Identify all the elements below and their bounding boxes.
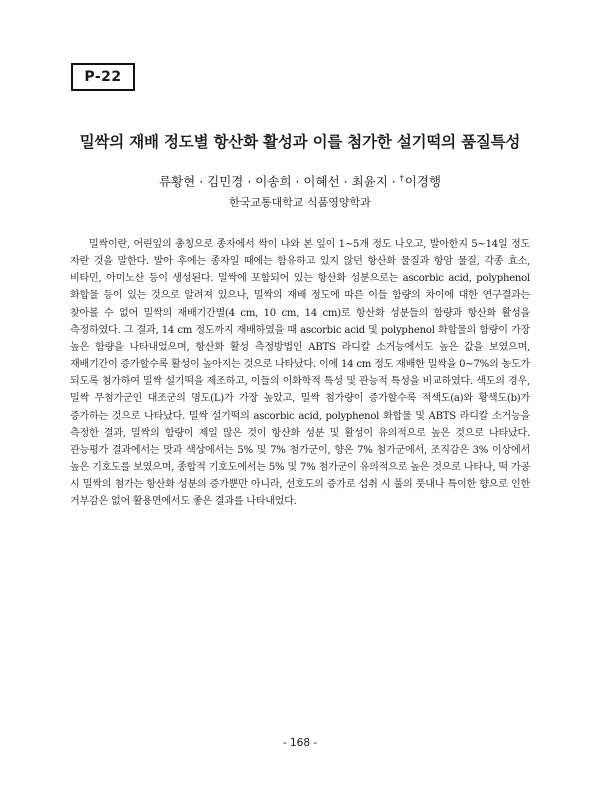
poster-code-box bbox=[71, 63, 135, 91]
authors-main: 류황현 · 김민경 · 이송희 · 이혜선 · 최윤지 · bbox=[159, 174, 396, 189]
poster-code: P-22 bbox=[84, 69, 122, 85]
abstract-body: 밀싹이란, 어린잎의 총칭으로 종자에서 싹이 나와 본 잎이 1~5개 정도 나오고, 발아한지 5~14일 정도 자란 것을 말한다. 발아 후에는 종자일 때에는 함유하고 있지 않던 항산화 물질과 항암 물질, 각종 효소, 비타민, 아미노산 등이 생성된다. 밀싹에 포함되어 있는 항산화 성분으로는 ascorbic acid, polyphenol 화합물 등이 있는 것으로 알려져 있으나, 밀싹의 재배 정도에 따른 이들 함량의 차이에 대한 연구결과는 찾아볼 수 없어 밀싹의 재배기간별(4 cm, 10 cm, 14 cm)로 항산화 성분들의 함량과 항산화 활성을 측정하였다. 그 결과, 14 cm 정도까지 재배하였을 때 ascorbic acid 및 polyphenol 화합물의 함량이 가장 높은 함량을 나타내었으며, 항산화 활성 측정방법인 ABTS 라디칼 소거능에서도 높은 값을 보였으며, 재배기간이 증가할수록 활성이 높아지는 것으로 나타났다. 이에 14 cm 정도 재배한 밀싹을 0~7%의 농도가 되도록 첨가하여 밀싹 설기떡을 제조하고, 이들의 이화학적 특성 및 관능적 특성을 비교하였다. 색도의 경우, 밀싹 무첨가군인 대조군의 명도(L)가 가장 높았고, 밀싹 첨가량이 증가할수록 적색도(a)와 황색도(b)가 증가하는 것으로 나타났다. 밀싹 설기떡의 ascorbic acid, polyphenol 화합물 및 ABTS 라디칼 소거능을 측정한 결과, 밀싹의 함량이 제일 많은 것이 항산화 성분 및 활성이 유의적으로 높은 것으로 나타났다. 관능평가 결과에서는 맛과 색상에서는 5% 및 7% 첨가군이, 향은 7% 첨가군에서, 조직감은 3% 이상에서 높은 기호도를 보였으며, 종합적 기호도에서는 5% 및 7% 첨가군이 유의적으로 높은 것으로 나타나, 떡 가공 시 밀싹의 첨가는 항산화 성분의 증가뿐만 아니라, 선호도의 증가로 섭취 시 풀의 풋내나 특이한 향으로 인한 거부감은 없어 활용면에서도 좋은 결과를 나타내었다. bbox=[70, 239, 530, 508]
author-list bbox=[60, 172, 540, 190]
affiliation: 한국교통대학교 식품영양학과 bbox=[229, 196, 371, 209]
paper-title: 밀싹의 재배 정도별 항산화 활성과 이를 첨가한 설기떡의 품질특성 bbox=[79, 133, 521, 151]
page-number: - 168 - bbox=[282, 737, 318, 749]
corresponding-mark: † bbox=[399, 174, 404, 183]
corresponding-author: 이경행 bbox=[404, 174, 441, 189]
